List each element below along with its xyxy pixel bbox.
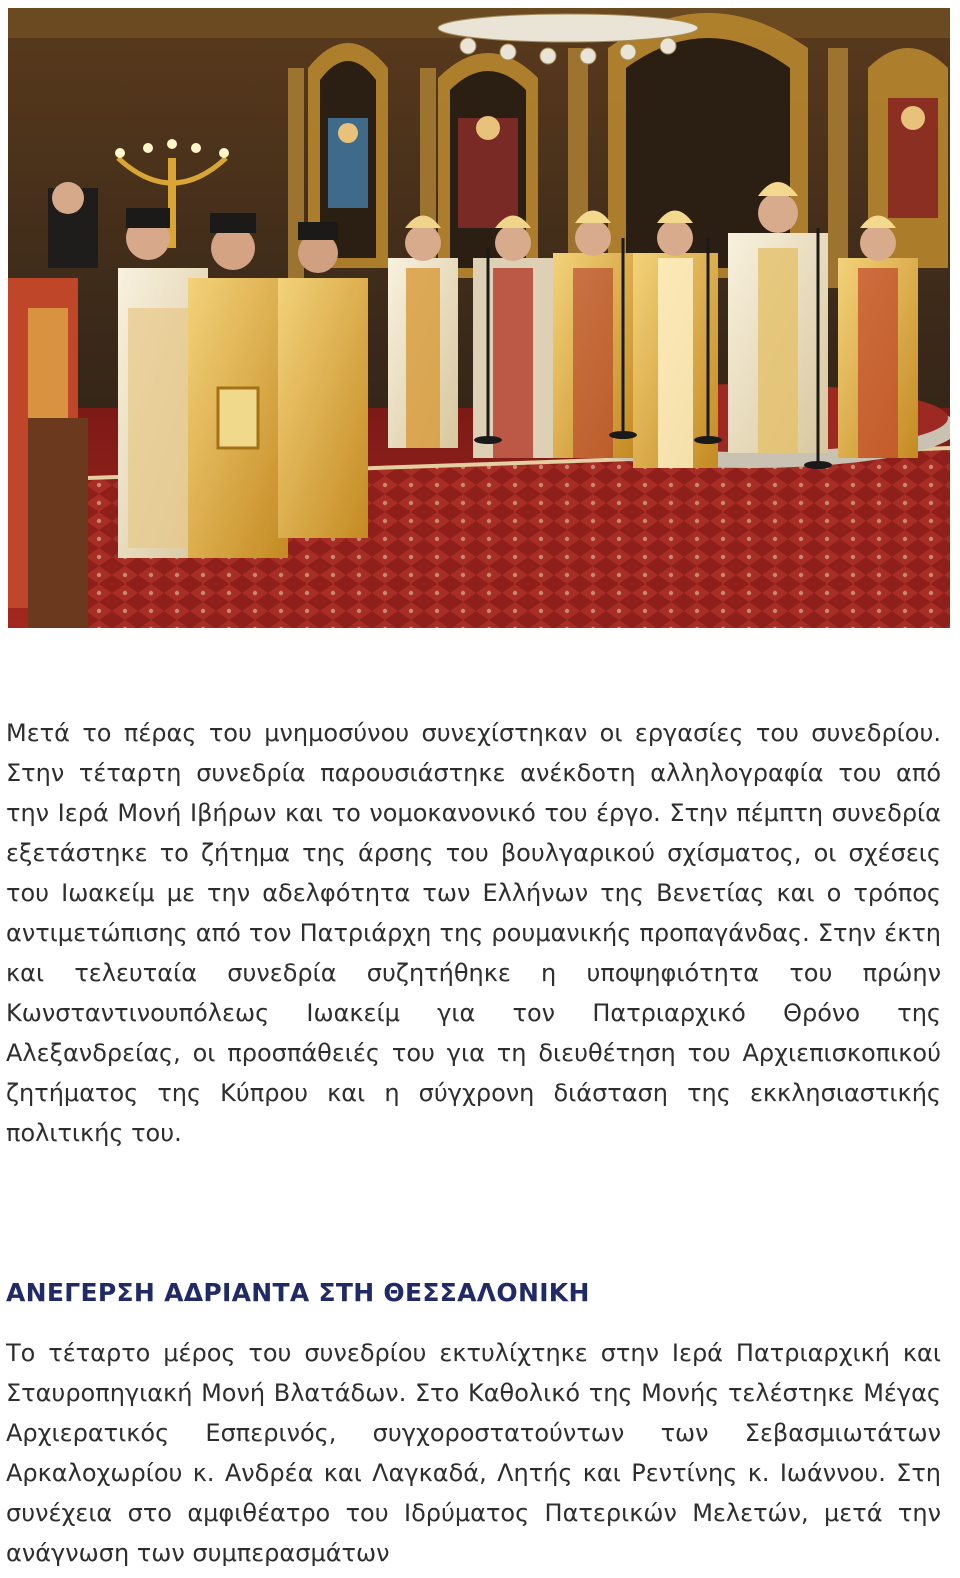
article-paragraph-2: Το τέταρτο μέρος του συνεδρίου εκτυλίχτηκε στην Ιερά Πατριαρχική και Σταυροπηγιακή Μονή Βλατάδων. Στο Καθολικό της Μονής τελέστηκε Μέγας Αρχιερατικός Εσπερινός, συγχοροστατούντων των Σεβασμιωτάτων Αρκαλοχωρίου κ. Ανδρέα και Λαγκαδά, Λητής και Ρεντίνης κ. Ιωάννου. Στη συνέχεια στο αμφιθέατρο του Ιδρύματος Πατερικών Μελετών, μετά την ανάγνωση των συμπερασμάτων [6,1339,941,1567]
article-photo [8,8,950,628]
section-heading: ΑΝΕΓΕΡΣΗ ΑΔΡΙΑΝΤΑ ΣΤΗ ΘΕΣΣΑΛΟΝΙΚΗ [6,1278,590,1307]
article-paragraph-1: Μετά το πέρας του μνημοσύνου συνεχίστηκαν οι εργασίες του συνεδρίου. Στην τέταρτη συνεδρία παρουσιάστηκε ανέκδοτη αλληλογραφία του από την Ιερά Μονή Ιβήρων και το νομοκανονικό του έργο. Στην πέμπτη συνεδρία εξετάστηκε το ζήτημα της άρσης του βουλγαρικού σχίσματος, οι σχέσεις του Ιωακείμ με την αδελφότητα των Ελλήνων της Βενετίας και ο τρόπος αντιμετώπισης από τον Πατριάρχη της ρουμανικής προπαγάνδας. Στην έκτη και τελευταία συνεδρία συζητήθηκε η υποψηφιότητα του πρώην Κωνσταντινουπόλεως Ιωακείμ για τον Πατριαρχικό Θρόνο της Αλεξανδρείας, οι προσπάθειές του για τη διευθέτηση του Αρχιεπισκοπικού ζητήματος της Κύπρου και η σύγχρονη διάσταση της εκκλησιαστικής πολιτικής του. [6,719,941,1147]
